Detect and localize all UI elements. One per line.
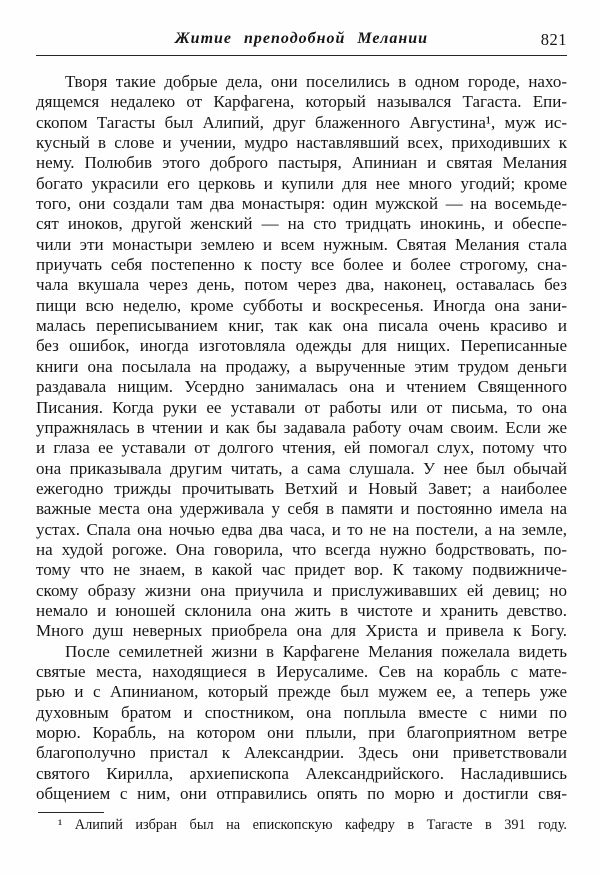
text-line: общением с ним, они отправились опять по морю и достигли свя- [36,784,567,804]
text-line: Писания. Когда руки ее уставали от работы или от письма, то она [36,397,567,417]
text-line: святые места, находящиеся в Иерусалиме. Сев на корабль с мате- [36,661,567,681]
body-text [36,72,567,804]
text-line: Творя такие добрые дела, они поселились в одном городе, нахо- [65,72,567,91]
running-title: Житие преподобной Мелании [174,30,428,47]
footnote-rule [38,812,104,813]
text-line: скому образу жизни она приучила и прислуживавших ей девиц; но [36,580,567,600]
text-line: После семилетней жизни в Карфагене Мелания пожелала видеть [65,641,567,661]
text-line: без ошибок, иногда изготовляла одежды для нищих. Переписанные [36,336,567,356]
text-line: на худой рогоже. Она говорила, что всегда нужно бодрствовать, по- [36,539,567,559]
text-line: богато украсили его церковь и купили для нее много угодий; кроме [36,173,567,193]
header-rule [36,55,567,56]
text-line: тому что не знаем, в какой час придет вор. К такому подвижниче- [36,560,567,580]
text-line: нему. Полюбив этого доброго пастыря, Апиниан и святая Мелания [36,153,567,173]
text-line: пищи всю неделю, кроме субботы и воскресенья. Иногда она зани- [36,295,567,315]
text-line: устах. Спала она ночью едва два часа, и то не на постели, а на земле, [36,519,567,539]
text-line: чала вкушала через день, потом через два, наконец, оставалась без [36,275,567,295]
text-line: упражнялась в чтении и как бы задавала работу очам своим. Если же [36,417,567,437]
text-line: духовным братом и спостником, она поплыла вместе с ними по [36,702,567,722]
text-line: того, они создали там два монастыря: один мужской — на восемьде- [36,194,567,214]
page-number: 821 [540,30,567,49]
text-line: немало и юношей склонила она жить в чистоте и хранить девство. [36,600,567,620]
text-line: сят иноков, другой женский — на сто тридцать инокинь, и обеспе- [36,214,567,234]
text-line: она приказывала другим читать, а сама слушала. У нее был обычай [36,458,567,478]
text-line: кусный в слове и учении, мудро наставлявший всех, приходивших к [36,133,567,153]
text-line: святого Кирилла, архиепископа Александрийского. Насладившись [36,763,567,783]
running-header [36,30,567,52]
text-line: важные места она удерживала у себя в памяти и постоянно имела на [36,499,567,519]
text-line: благополучно пристал к Александрии. Здесь они приветствовали [36,743,567,763]
text-line: дящемся недалеко от Карфагена, который назывался Тагаста. Епи- [36,92,567,112]
text-line: чили эти монастыри землею и всем нужным. Святая Мелания стала [36,234,567,254]
text-line: морю. Корабль, на котором они плыли, при благоприятном ветре [36,723,567,742]
text-line: ежегодно трижды прочитывать Ветхий и Новый Завет; а наиболее [36,478,567,498]
text-line: рью и с Апинианом, который прежде был мужем ее, а теперь уже [36,682,567,702]
footnote: ¹ Алипий избран был на епископскую кафедру в Тагасте в 391 году. [58,817,567,834]
text-line: малась переписыванием книг, так как она писала очень красиво и [36,316,567,336]
text-line: приучать себя постепенно к посту все более и более строгому, сна- [36,255,567,275]
text-line: раздавала нищим. Усердно занималась она и чтением Священного [36,377,567,397]
text-line: книги она посылала на продажу, а вырученные этим трудом деньги [36,356,567,376]
text-line: и глаза ее уставали от долгого чтения, ей помогал слух, потому что [36,438,567,458]
text-line: скопом Тагасты был Алипий, друг блаженного Августина¹, муж ис- [36,112,567,132]
text-line: Много душ неверных приобрела она для Христа и привела к Богу. [36,621,567,641]
